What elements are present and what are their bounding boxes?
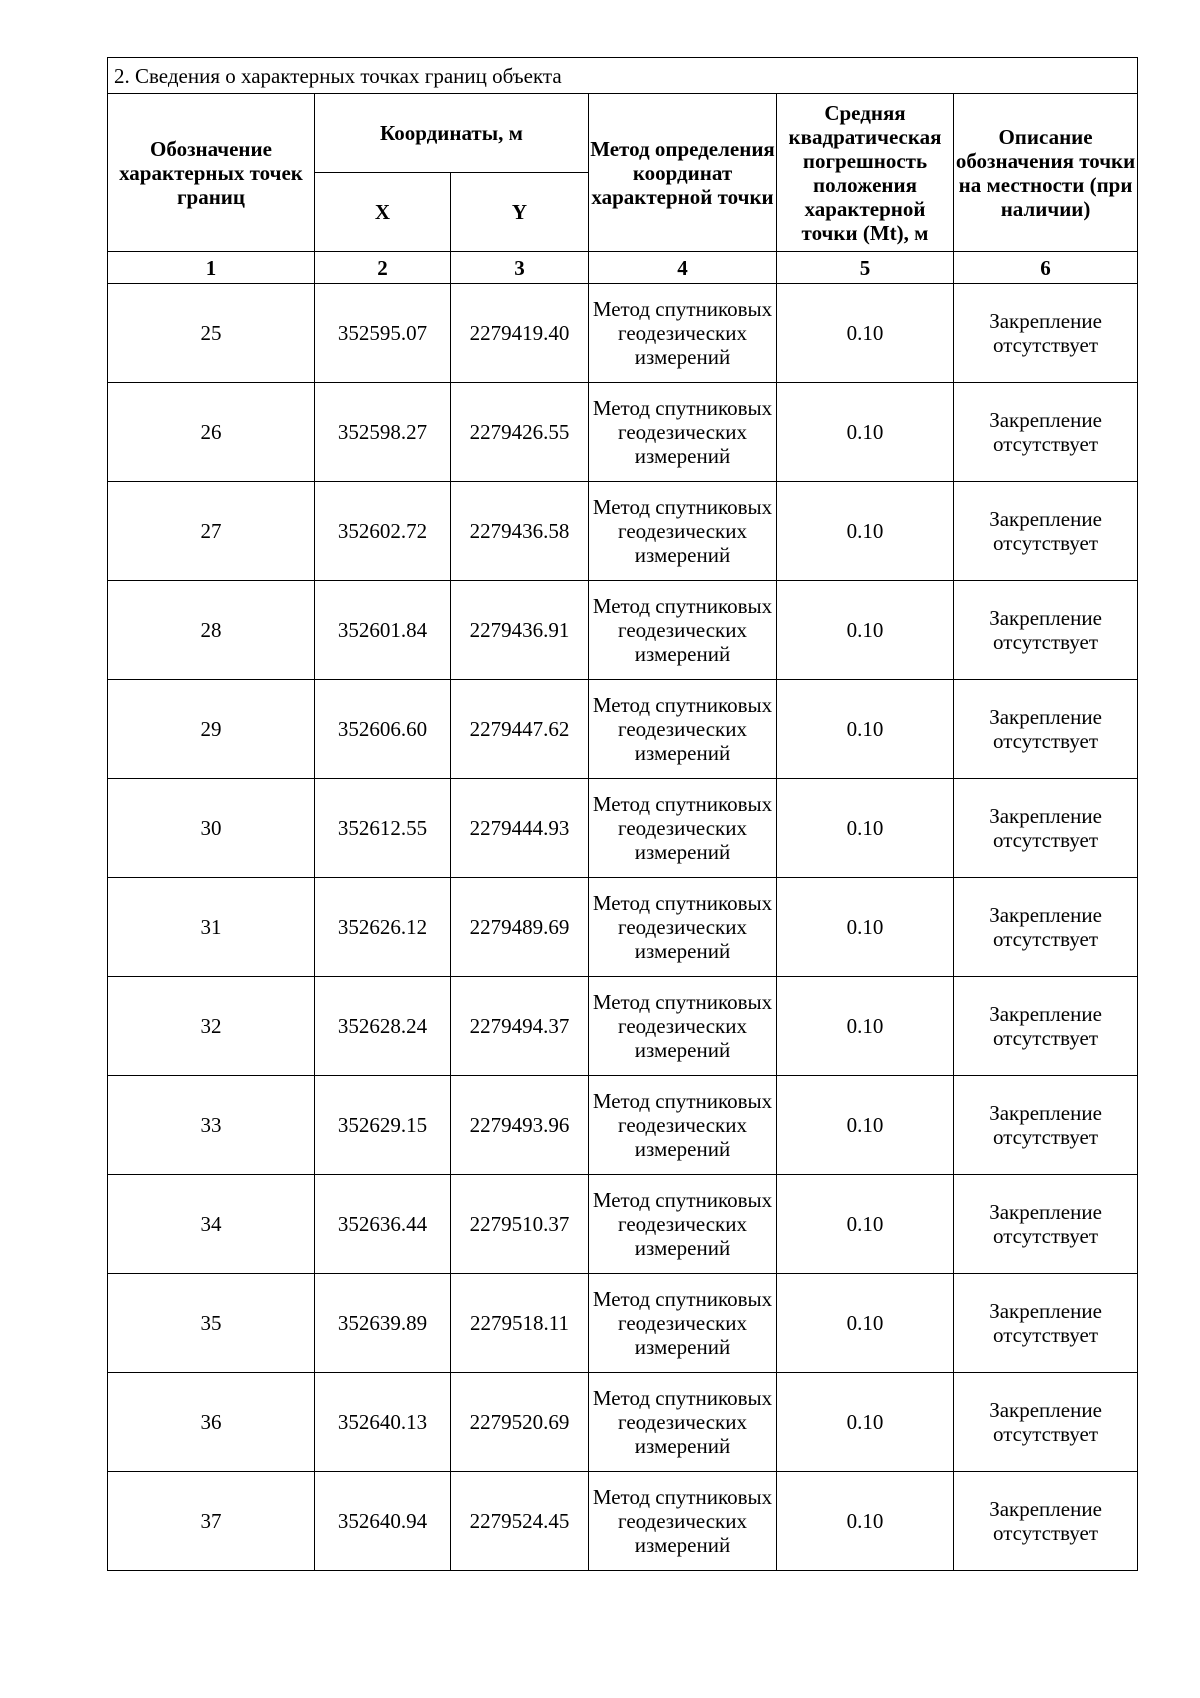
table-caption: 2. Сведения о характерных точках границ объекта (108, 58, 1138, 94)
header-coordinates: Координаты, м (315, 94, 589, 173)
point-cell: 29 (108, 680, 315, 779)
y-coordinate-cell: 2279426.55 (451, 383, 589, 482)
description-cell: Закрепление отсутствует (954, 1274, 1138, 1373)
point-cell: 26 (108, 383, 315, 482)
point-cell: 31 (108, 878, 315, 977)
point-cell: 27 (108, 482, 315, 581)
x-coordinate-cell: 352640.94 (315, 1472, 451, 1571)
x-coordinate-cell: 352612.55 (315, 779, 451, 878)
point-cell: 28 (108, 581, 315, 680)
table-row (108, 977, 1138, 1076)
header-x: X (315, 173, 451, 252)
y-coordinate-cell: 2279518.11 (451, 1274, 589, 1373)
x-coordinate-cell: 352640.13 (315, 1373, 451, 1472)
description-cell: Закрепление отсутствует (954, 779, 1138, 878)
method-cell: Метод спутниковых геодезических измерений (589, 1274, 777, 1373)
method-cell: Метод спутниковых геодезических измерений (589, 581, 777, 680)
method-cell: Метод спутниковых геодезических измерений (589, 1373, 777, 1472)
method-cell: Метод спутниковых геодезических измерений (589, 1472, 777, 1571)
y-coordinate-cell: 2279447.62 (451, 680, 589, 779)
header-y: Y (451, 173, 589, 252)
column-number: 6 (954, 252, 1138, 284)
x-coordinate-cell: 352601.84 (315, 581, 451, 680)
header-error: Средняя квадратическая погрешность положения характерной точки (Mt), м (777, 94, 954, 252)
header-description: Описание обозначения точки на местности (при наличии) (954, 94, 1138, 252)
table-row (108, 878, 1138, 977)
error-cell: 0.10 (777, 1472, 954, 1571)
method-cell: Метод спутниковых геодезических измерений (589, 482, 777, 581)
point-cell: 30 (108, 779, 315, 878)
method-cell: Метод спутниковых геодезических измерений (589, 383, 777, 482)
description-cell: Закрепление отсутствует (954, 581, 1138, 680)
y-coordinate-cell: 2279520.69 (451, 1373, 589, 1472)
table-row (108, 1076, 1138, 1175)
table-row (108, 779, 1138, 878)
y-coordinate-cell: 2279444.93 (451, 779, 589, 878)
description-cell: Закрепление отсутствует (954, 1373, 1138, 1472)
description-cell: Закрепление отсутствует (954, 977, 1138, 1076)
y-coordinate-cell: 2279524.45 (451, 1472, 589, 1571)
boundary-points-table (107, 57, 1138, 1571)
description-cell: Закрепление отсутствует (954, 1175, 1138, 1274)
y-coordinate-cell: 2279436.91 (451, 581, 589, 680)
error-cell: 0.10 (777, 779, 954, 878)
x-coordinate-cell: 352628.24 (315, 977, 451, 1076)
method-cell: Метод спутниковых геодезических измерений (589, 779, 777, 878)
column-number: 1 (108, 252, 315, 284)
table-row (108, 680, 1138, 779)
point-cell: 25 (108, 284, 315, 383)
x-coordinate-cell: 352639.89 (315, 1274, 451, 1373)
column-number: 4 (589, 252, 777, 284)
error-cell: 0.10 (777, 1076, 954, 1175)
method-cell: Метод спутниковых геодезических измерений (589, 977, 777, 1076)
method-cell: Метод спутниковых геодезических измерений (589, 284, 777, 383)
point-cell: 36 (108, 1373, 315, 1472)
table-row (108, 1373, 1138, 1472)
error-cell: 0.10 (777, 383, 954, 482)
document-page (107, 57, 1137, 1571)
x-coordinate-cell: 352602.72 (315, 482, 451, 581)
description-cell: Закрепление отсутствует (954, 284, 1138, 383)
error-cell: 0.10 (777, 680, 954, 779)
point-cell: 33 (108, 1076, 315, 1175)
y-coordinate-cell: 2279489.69 (451, 878, 589, 977)
error-cell: 0.10 (777, 482, 954, 581)
column-number-row (108, 252, 1138, 284)
x-coordinate-cell: 352595.07 (315, 284, 451, 383)
point-cell: 34 (108, 1175, 315, 1274)
error-cell: 0.10 (777, 878, 954, 977)
error-cell: 0.10 (777, 1175, 954, 1274)
description-cell: Закрепление отсутствует (954, 1076, 1138, 1175)
description-cell: Закрепление отсутствует (954, 680, 1138, 779)
error-cell: 0.10 (777, 284, 954, 383)
description-cell: Закрепление отсутствует (954, 383, 1138, 482)
table-row (108, 383, 1138, 482)
header-designation: Обозначение характерных точек границ (108, 94, 315, 252)
description-cell: Закрепление отсутствует (954, 1472, 1138, 1571)
y-coordinate-cell: 2279494.37 (451, 977, 589, 1076)
method-cell: Метод спутниковых геодезических измерений (589, 1076, 777, 1175)
table-row (108, 581, 1138, 680)
error-cell: 0.10 (777, 1274, 954, 1373)
table-row (108, 1175, 1138, 1274)
x-coordinate-cell: 352636.44 (315, 1175, 451, 1274)
point-cell: 32 (108, 977, 315, 1076)
method-cell: Метод спутниковых геодезических измерений (589, 878, 777, 977)
x-coordinate-cell: 352626.12 (315, 878, 451, 977)
error-cell: 0.10 (777, 1373, 954, 1472)
table-row (108, 482, 1138, 581)
x-coordinate-cell: 352598.27 (315, 383, 451, 482)
x-coordinate-cell: 352629.15 (315, 1076, 451, 1175)
y-coordinate-cell: 2279510.37 (451, 1175, 589, 1274)
table-body (108, 284, 1138, 1571)
column-number: 5 (777, 252, 954, 284)
description-cell: Закрепление отсутствует (954, 878, 1138, 977)
description-cell: Закрепление отсутствует (954, 482, 1138, 581)
method-cell: Метод спутниковых геодезических измерений (589, 680, 777, 779)
error-cell: 0.10 (777, 581, 954, 680)
point-cell: 35 (108, 1274, 315, 1373)
table-row (108, 284, 1138, 383)
error-cell: 0.10 (777, 977, 954, 1076)
y-coordinate-cell: 2279419.40 (451, 284, 589, 383)
y-coordinate-cell: 2279436.58 (451, 482, 589, 581)
y-coordinate-cell: 2279493.96 (451, 1076, 589, 1175)
method-cell: Метод спутниковых геодезических измерений (589, 1175, 777, 1274)
table-row (108, 1274, 1138, 1373)
table-row (108, 1472, 1138, 1571)
header-method: Метод определения координат характерной точки (589, 94, 777, 252)
column-number: 2 (315, 252, 451, 284)
column-number: 3 (451, 252, 589, 284)
x-coordinate-cell: 352606.60 (315, 680, 451, 779)
point-cell: 37 (108, 1472, 315, 1571)
